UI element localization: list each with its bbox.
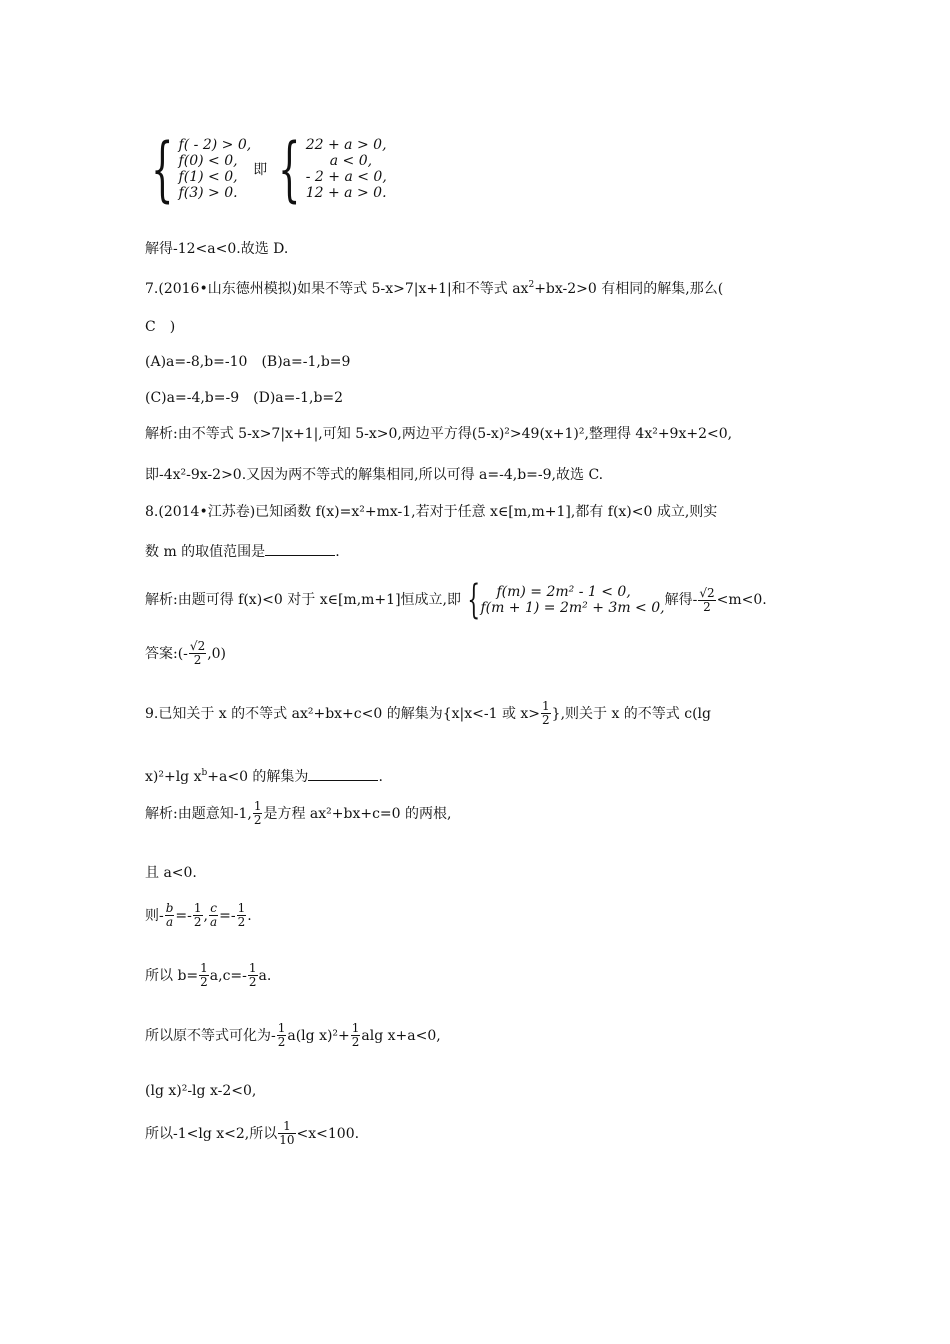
question-9-analysis-4	[145, 962, 271, 989]
stem-part: 数 m 的取值范围是	[145, 544, 266, 560]
denominator: a	[166, 915, 174, 929]
system-right-rows	[306, 137, 387, 201]
system-rows	[480, 584, 664, 616]
question-9-analysis-2: 且 a<0.	[145, 865, 197, 881]
numerator: 1	[200, 961, 208, 975]
question-9-analysis-3	[145, 902, 252, 929]
right-brace: {	[278, 128, 301, 210]
superscript: 2	[528, 280, 535, 290]
denominator: 2	[542, 713, 550, 727]
denominator: 2	[698, 600, 715, 614]
analysis-text: 所以-1<lg x<2,所以	[145, 1125, 278, 1142]
superscript: b	[201, 768, 208, 778]
numerator: 1	[277, 1021, 286, 1035]
fraction	[248, 962, 258, 989]
analysis-text: a(lg x)²+	[287, 1027, 350, 1044]
analysis-text: a.	[258, 967, 272, 984]
denominator: 2	[248, 975, 257, 989]
option-d: (D)a=-1,b=2	[253, 390, 344, 406]
question-9-analysis-1	[145, 800, 451, 827]
stem-part: 7.(2016•山东德州模拟)如果不等式 5-x>7|x+1|和不等式 ax	[145, 281, 529, 297]
system-row: a < 0,	[329, 153, 373, 169]
numerator: b	[165, 901, 174, 915]
answer-blank	[308, 768, 378, 781]
denominator: 10	[279, 1133, 295, 1147]
option-b: (B)a=-1,b=9	[261, 354, 351, 370]
analysis-text: 解得-	[664, 592, 698, 608]
stem-part: x)²+lg x	[145, 769, 202, 785]
question-9-stem-1	[145, 700, 711, 727]
fraction	[278, 1120, 295, 1147]
denominator: 2	[237, 915, 246, 929]
question-8-stem-2	[145, 543, 340, 561]
question-7-analysis-2: 即-4x²-9x-2>0.又因为两不等式的解集相同,所以可得 a=-4,b=-9,故选 C.	[145, 467, 604, 483]
denominator: 2	[200, 975, 208, 989]
question-7-answer: C )	[145, 319, 176, 335]
analysis-text: 解析:由题可得 f(x)<0 对于 x∈[m,m+1]恒成立,即	[145, 592, 461, 608]
stem-part: +bx-2>0 有相同的解集,那么(	[534, 281, 724, 297]
numerator: 1	[253, 799, 262, 813]
system-row: f(3) > 0.	[178, 185, 238, 201]
analysis-text: alg x+a<0,	[361, 1027, 441, 1044]
system-row: - 2 + a < 0,	[305, 169, 387, 185]
answer-text: ,0)	[207, 645, 227, 662]
stem-part: .	[378, 769, 383, 785]
fraction	[541, 700, 551, 727]
option-a: (A)a=-8,b=-10	[145, 354, 248, 370]
question-8-stem-1: 8.(2014•江苏卷)已知函数 f(x)=x²+mx-1,若对于任意 x∈[m,m+1],都有 f(x)<0 成立,则实	[145, 504, 718, 520]
denominator: 2	[189, 653, 206, 667]
denominator: 2	[193, 915, 202, 929]
analysis-text: 所以原不等式可化为-	[145, 1027, 276, 1044]
analysis-text: 则-	[145, 907, 164, 924]
denominator: 2	[351, 1035, 360, 1049]
fraction	[277, 1022, 287, 1049]
numerator: √2	[189, 639, 206, 653]
numerator: 1	[351, 1021, 360, 1035]
analysis-text: ,	[203, 907, 208, 924]
numerator: 1	[237, 901, 246, 915]
numerator: c	[210, 901, 217, 915]
answer-text: 答案:(-	[145, 645, 188, 662]
system-row: 12 + a > 0.	[305, 185, 387, 201]
denominator: 2	[277, 1035, 286, 1049]
denominator: a	[209, 915, 218, 929]
options-row-1	[145, 353, 350, 371]
question-8-answer	[145, 640, 226, 667]
analysis-text: 所以 b=	[145, 967, 199, 984]
question-7-analysis-1: 解析:由不等式 5-x>7|x+1|,可知 5-x>0,两边平方得(5-x)²>49(x+1)²,整理得 4x²+9x+2<0,	[145, 426, 733, 442]
numerator: 1	[193, 901, 202, 915]
system-brace: {	[467, 577, 481, 623]
option-c: (C)a=-4,b=-9	[145, 390, 240, 406]
fraction	[199, 962, 209, 989]
analysis-text: .	[247, 907, 252, 924]
numerator: 1	[248, 961, 257, 975]
question-9-analysis-7	[145, 1120, 359, 1147]
system-row: 22 + a > 0,	[305, 137, 387, 153]
system-row: f( - 2) > 0,	[178, 137, 252, 153]
analysis-text: =-	[219, 907, 236, 924]
question-7-stem	[145, 276, 723, 298]
analysis-text: 解析:由题意知-1,	[145, 805, 252, 822]
question-8-analysis	[145, 577, 767, 623]
connector-text: 即	[253, 162, 268, 178]
left-brace: {	[151, 128, 174, 210]
analysis-text: <x<100.	[296, 1125, 360, 1142]
numerator: √2	[699, 585, 715, 600]
fraction	[189, 640, 206, 667]
fraction	[193, 902, 203, 929]
question-9-analysis-5	[145, 1022, 441, 1049]
stem-part: +a<0 的解集为	[207, 769, 309, 785]
denominator: 2	[253, 813, 262, 827]
analysis-text: 是方程 ax²+bx+c=0 的两根,	[263, 805, 452, 822]
system-left-rows	[179, 137, 252, 201]
stem-part: },则关于 x 的不等式 c(lg	[551, 705, 712, 722]
fraction	[698, 587, 715, 614]
stem-part: 9.已知关于 x 的不等式 ax²+bx+c<0 的解集为{x|x<-1 或 x>	[145, 705, 541, 722]
fraction	[165, 902, 175, 929]
answer-blank	[265, 543, 335, 556]
inequality-system-left	[140, 128, 387, 210]
question-9-stem-2	[145, 764, 383, 786]
system-row: f(m + 1) = 2m² + 3m < 0,	[480, 600, 665, 616]
system-row: f(1) < 0,	[178, 169, 238, 185]
fraction	[351, 1022, 361, 1049]
options-row-2	[145, 389, 343, 407]
fraction	[237, 902, 247, 929]
numerator: 1	[283, 1119, 291, 1133]
fraction	[253, 800, 263, 827]
system-row: f(0) < 0,	[178, 153, 238, 169]
solution-text: 解得-12<a<0.故选 D.	[145, 241, 289, 257]
system-row: f(m) = 2m² - 1 < 0,	[496, 584, 631, 600]
question-9-analysis-6: (lg x)²-lg x-2<0,	[145, 1083, 257, 1099]
stem-part: .	[335, 544, 340, 560]
analysis-text: <m<0.	[716, 592, 767, 608]
fraction	[209, 902, 218, 929]
analysis-text: =-	[175, 907, 192, 924]
numerator: 1	[542, 699, 550, 713]
analysis-text: a,c=-	[209, 967, 247, 984]
